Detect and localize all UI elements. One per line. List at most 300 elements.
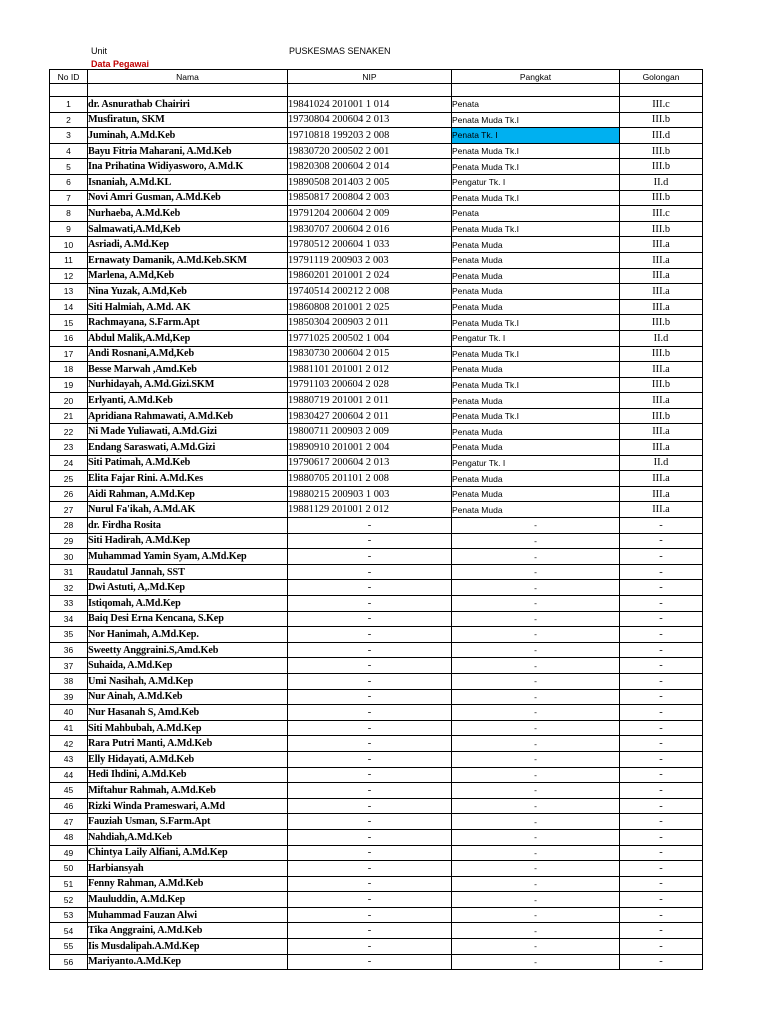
table-row [50, 143, 703, 159]
cell-golongan[interactable]: III.a [620, 393, 703, 409]
cell-golongan[interactable]: II.d [620, 174, 703, 190]
cell-nip[interactable]: - [288, 673, 452, 689]
cell-nip[interactable]: - [288, 939, 452, 955]
cell-id[interactable]: 55 [50, 939, 88, 955]
cell-pangkat[interactable]: Penata Muda Tk.I [452, 159, 620, 175]
cell-pangkat[interactable]: Penata Muda Tk.I [452, 221, 620, 237]
cell-pangkat[interactable]: Penata Muda [452, 486, 620, 502]
cell-nip[interactable]: 19850304 200903 2 011 [288, 315, 452, 331]
cell-pangkat[interactable]: - [452, 627, 620, 643]
cell-nama[interactable]: Erlyanti, A.Md.Keb [88, 393, 288, 409]
cell-id[interactable]: 54 [50, 923, 88, 939]
cell-golongan[interactable]: - [620, 767, 703, 783]
cell-pangkat[interactable]: Penata Muda Tk.I [452, 112, 620, 128]
cell-nip[interactable]: - [288, 954, 452, 970]
cell-golongan[interactable]: - [620, 564, 703, 580]
cell-nama[interactable]: Hedi Ihdini, A.Md.Keb [88, 767, 288, 783]
cell-id[interactable]: 25 [50, 471, 88, 487]
cell-nip[interactable]: 19880705 201101 2 008 [288, 471, 452, 487]
cell-golongan[interactable]: - [620, 611, 703, 627]
cell-golongan[interactable]: III.a [620, 424, 703, 440]
cell-nama[interactable]: Nurhaeba, A.Md.Keb [88, 206, 288, 222]
cell-id[interactable]: 29 [50, 533, 88, 549]
cell-id[interactable]: 20 [50, 393, 88, 409]
cell-nama[interactable]: Nor Hanimah, A.Md.Kep. [88, 627, 288, 643]
column-header-nama[interactable]: Nama [88, 70, 288, 84]
cell-id[interactable]: 23 [50, 440, 88, 456]
cell-pangkat[interactable]: Penata Muda [452, 424, 620, 440]
cell-pangkat[interactable]: - [452, 705, 620, 721]
cell-golongan[interactable]: - [620, 954, 703, 970]
cell-nama[interactable]: Besse Marwah ,Amd.Keb [88, 362, 288, 378]
cell-golongan[interactable]: - [620, 627, 703, 643]
cell-pangkat[interactable]: Penata Muda [452, 502, 620, 518]
cell-id[interactable]: 16 [50, 330, 88, 346]
cell-id[interactable]: 17 [50, 346, 88, 362]
cell-nip[interactable]: 19850817 200804 2 003 [288, 190, 452, 206]
table-row [50, 112, 703, 128]
cell-nip[interactable]: 19830427 200604 2 011 [288, 408, 452, 424]
cell-golongan[interactable]: - [620, 736, 703, 752]
cell-id[interactable]: 44 [50, 767, 88, 783]
cell-id[interactable]: 24 [50, 455, 88, 471]
cell-nip[interactable]: - [288, 907, 452, 923]
cell-nip[interactable]: - [288, 627, 452, 643]
cell-pangkat[interactable]: - [452, 580, 620, 596]
cell-id[interactable]: 50 [50, 861, 88, 877]
cell-nama[interactable]: Nur Ainah, A.Md.Keb [88, 689, 288, 705]
cell-golongan[interactable]: - [620, 549, 703, 565]
cell-pangkat[interactable]: - [452, 596, 620, 612]
cell-nama[interactable]: Baiq Desi Erna Kencana, S.Kep [88, 611, 288, 627]
cell-pangkat[interactable]: Penata Muda [452, 252, 620, 268]
cell-id[interactable]: 34 [50, 611, 88, 627]
table-row [50, 783, 703, 799]
cell-id[interactable]: 6 [50, 174, 88, 190]
cell-pangkat[interactable]: - [452, 642, 620, 658]
cell-pangkat[interactable]: Penata Muda [452, 268, 620, 284]
cell-pangkat[interactable]: Penata Muda [452, 299, 620, 315]
cell-id[interactable]: 52 [50, 892, 88, 908]
cell-golongan[interactable]: II.d [620, 455, 703, 471]
cell-nama[interactable]: Ernawaty Damanik, A.Md.Keb.SKM [88, 252, 288, 268]
cell-nama[interactable]: Musfiratun, SKM [88, 112, 288, 128]
cell-nama[interactable]: Iis Musdalipah.A.Md.Kep [88, 939, 288, 955]
cell-golongan[interactable]: III.d [620, 128, 703, 144]
cell-golongan[interactable]: - [620, 907, 703, 923]
cell-nip[interactable]: - [288, 689, 452, 705]
cell-nama[interactable]: Harbiansyah [88, 861, 288, 877]
cell-pangkat[interactable]: - [452, 923, 620, 939]
cell-nama[interactable]: Muhammad Yamin Syam, A.Md.Kep [88, 549, 288, 565]
cell-golongan[interactable]: III.a [620, 284, 703, 300]
cell-golongan[interactable]: - [620, 814, 703, 830]
cell-id[interactable]: 53 [50, 907, 88, 923]
cell-id[interactable]: 3 [50, 128, 88, 144]
empty-cell[interactable] [50, 84, 88, 97]
cell-nip[interactable]: 19890508 201403 2 005 [288, 174, 452, 190]
cell-id[interactable]: 10 [50, 237, 88, 253]
cell-nama[interactable]: Miftahur Rahmah, A.Md.Keb [88, 783, 288, 799]
cell-nama[interactable]: Chintya Laily Alfiani, A.Md.Kep [88, 845, 288, 861]
cell-id[interactable]: 40 [50, 705, 88, 721]
cell-golongan[interactable]: - [620, 658, 703, 674]
table-row [50, 221, 703, 237]
cell-id[interactable]: 43 [50, 751, 88, 767]
cell-pangkat[interactable]: Penata Muda Tk.I [452, 377, 620, 393]
cell-nip[interactable]: - [288, 892, 452, 908]
cell-pangkat[interactable]: Penata Muda Tk.I [452, 315, 620, 331]
cell-pangkat[interactable]: - [452, 720, 620, 736]
cell-golongan[interactable]: III.b [620, 112, 703, 128]
cell-id[interactable]: 56 [50, 954, 88, 970]
cell-nip[interactable]: 19780512 200604 1 033 [288, 237, 452, 253]
cell-nip[interactable]: - [288, 798, 452, 814]
cell-golongan[interactable]: - [620, 518, 703, 534]
cell-id[interactable]: 30 [50, 549, 88, 565]
cell-golongan[interactable]: III.c [620, 97, 703, 113]
cell-pangkat[interactable]: - [452, 892, 620, 908]
cell-pangkat[interactable]: Penata [452, 97, 620, 113]
empty-cell[interactable] [288, 84, 452, 97]
cell-nip[interactable]: 19730804 200604 2 013 [288, 112, 452, 128]
cell-golongan[interactable]: III.a [620, 362, 703, 378]
cell-nip[interactable]: 19860201 201001 2 024 [288, 268, 452, 284]
cell-id[interactable]: 31 [50, 564, 88, 580]
cell-id[interactable]: 38 [50, 673, 88, 689]
cell-nip[interactable]: 19710818 199203 2 008 [288, 128, 452, 144]
cell-nama[interactable]: Nurhidayah, A.Md.Gizi.SKM [88, 377, 288, 393]
cell-golongan[interactable]: - [620, 923, 703, 939]
cell-golongan[interactable]: III.b [620, 346, 703, 362]
cell-id[interactable]: 51 [50, 876, 88, 892]
cell-golongan[interactable]: - [620, 673, 703, 689]
cell-pangkat[interactable]: - [452, 689, 620, 705]
cell-nip[interactable]: - [288, 658, 452, 674]
cell-id[interactable]: 47 [50, 814, 88, 830]
cell-pangkat[interactable]: - [452, 658, 620, 674]
table-row [50, 424, 703, 440]
cell-nama[interactable]: Dwi Astuti, A,.Md.Kep [88, 580, 288, 596]
cell-id[interactable]: 32 [50, 580, 88, 596]
cell-golongan[interactable]: - [620, 689, 703, 705]
cell-pangkat[interactable]: - [452, 814, 620, 830]
cell-nip[interactable]: 19860808 201001 2 025 [288, 299, 452, 315]
cell-golongan[interactable]: - [620, 783, 703, 799]
cell-nip[interactable]: - [288, 642, 452, 658]
cell-nama[interactable]: Sweetty Anggraini.S,Amd.Keb [88, 642, 288, 658]
cell-golongan[interactable]: III.b [620, 221, 703, 237]
table-row [50, 97, 703, 113]
cell-golongan[interactable]: III.b [620, 143, 703, 159]
cell-nama[interactable]: Rachmayana, S.Farm.Apt [88, 315, 288, 331]
cell-nip[interactable]: - [288, 923, 452, 939]
cell-pangkat[interactable]: - [452, 798, 620, 814]
cell-nip[interactable]: 19830730 200604 2 015 [288, 346, 452, 362]
cell-nip[interactable]: 19791119 200903 2 003 [288, 252, 452, 268]
cell-pangkat[interactable]: Penata Muda Tk.I [452, 143, 620, 159]
cell-nama[interactable]: Nahdiah,A.Md.Keb [88, 829, 288, 845]
cell-id[interactable]: 39 [50, 689, 88, 705]
table-row [50, 829, 703, 845]
table-row [50, 190, 703, 206]
cell-golongan[interactable]: - [620, 876, 703, 892]
cell-pangkat[interactable]: - [452, 907, 620, 923]
cell-nama[interactable]: Ina Prihatina Widiyasworo, A.Md.K [88, 159, 288, 175]
cell-nama[interactable]: Raudatul Jannah, SST [88, 564, 288, 580]
cell-nama[interactable]: Abdul Malik,A.Md,Kep [88, 330, 288, 346]
cell-pangkat[interactable]: Penata Muda [452, 284, 620, 300]
cell-nama[interactable]: Mauluddin, A.Md.Kep [88, 892, 288, 908]
cell-nip[interactable]: 19881129 201001 2 012 [288, 502, 452, 518]
cell-nip[interactable]: 19791204 200604 2 009 [288, 206, 452, 222]
cell-pangkat[interactable]: Penata Muda [452, 471, 620, 487]
cell-pangkat[interactable]: Pengatur Tk. I [452, 330, 620, 346]
cell-pangkat[interactable]: Penata Tk. I [452, 128, 620, 144]
cell-nama[interactable]: Istiqomah, A.Md.Kep [88, 596, 288, 612]
cell-nip[interactable]: 19830707 200604 2 016 [288, 221, 452, 237]
cell-golongan[interactable]: - [620, 845, 703, 861]
cell-nip[interactable]: 19791103 200604 2 028 [288, 377, 452, 393]
cell-pangkat[interactable]: Penata [452, 206, 620, 222]
cell-pangkat[interactable]: - [452, 549, 620, 565]
cell-pangkat[interactable]: - [452, 876, 620, 892]
cell-nama[interactable]: Muhammad Fauzan Alwi [88, 907, 288, 923]
cell-nip[interactable]: - [288, 751, 452, 767]
cell-pangkat[interactable]: - [452, 861, 620, 877]
cell-pangkat[interactable]: - [452, 533, 620, 549]
cell-id[interactable]: 4 [50, 143, 88, 159]
cell-golongan[interactable]: - [620, 533, 703, 549]
cell-nip[interactable]: 19790617 200604 2 013 [288, 455, 452, 471]
cell-golongan[interactable]: III.b [620, 315, 703, 331]
cell-nip[interactable]: - [288, 611, 452, 627]
cell-nip[interactable]: - [288, 549, 452, 565]
cell-id[interactable]: 35 [50, 627, 88, 643]
cell-nip[interactable]: 19890910 201001 2 004 [288, 440, 452, 456]
cell-nip[interactable]: - [288, 814, 452, 830]
cell-nip[interactable]: - [288, 564, 452, 580]
cell-pangkat[interactable]: Pengatur Tk. I [452, 174, 620, 190]
cell-golongan[interactable]: - [620, 939, 703, 955]
cell-golongan[interactable]: - [620, 751, 703, 767]
column-header-golongan[interactable]: Golongan [620, 70, 703, 84]
cell-nama[interactable]: Elita Fajar Rini. A.Md.Kes [88, 471, 288, 487]
cell-nama[interactable]: Nina Yuzak, A.Md,Keb [88, 284, 288, 300]
cell-pangkat[interactable]: - [452, 845, 620, 861]
cell-nip[interactable]: - [288, 861, 452, 877]
cell-id[interactable]: 8 [50, 206, 88, 222]
cell-nama[interactable]: Siti Halmiah, A.Md. AK [88, 299, 288, 315]
cell-id[interactable]: 46 [50, 798, 88, 814]
cell-id[interactable]: 26 [50, 486, 88, 502]
cell-nip[interactable]: - [288, 876, 452, 892]
cell-nama[interactable]: Umi Nasihah, A.Md.Kep [88, 673, 288, 689]
cell-id[interactable]: 15 [50, 315, 88, 331]
table-row [50, 627, 703, 643]
cell-nip[interactable]: 19740514 200212 2 008 [288, 284, 452, 300]
cell-id[interactable]: 37 [50, 658, 88, 674]
cell-id[interactable]: 7 [50, 190, 88, 206]
cell-nama[interactable]: Marlena, A.Md,Keb [88, 268, 288, 284]
cell-id[interactable]: 28 [50, 518, 88, 534]
cell-pangkat[interactable]: - [452, 783, 620, 799]
cell-golongan[interactable]: III.a [620, 440, 703, 456]
cell-nama[interactable]: dr. Asnurathab Chairiri [88, 97, 288, 113]
cell-id[interactable]: 21 [50, 408, 88, 424]
column-header-nip[interactable]: NIP [288, 70, 452, 84]
cell-pangkat[interactable]: - [452, 518, 620, 534]
cell-pangkat[interactable]: Penata Muda [452, 237, 620, 253]
cell-nama[interactable]: Salmawati,A.Md,Keb [88, 221, 288, 237]
cell-nip[interactable]: - [288, 705, 452, 721]
cell-id[interactable]: 9 [50, 221, 88, 237]
cell-id[interactable]: 18 [50, 362, 88, 378]
cell-id[interactable]: 42 [50, 736, 88, 752]
cell-pangkat[interactable]: - [452, 829, 620, 845]
cell-nip[interactable]: 19820308 200604 2 014 [288, 159, 452, 175]
cell-nama[interactable]: Fenny Rahman, A.Md.Keb [88, 876, 288, 892]
cell-nip[interactable]: 19771025 200502 1 004 [288, 330, 452, 346]
cell-id[interactable]: 45 [50, 783, 88, 799]
cell-nip[interactable]: - [288, 596, 452, 612]
cell-nip[interactable]: 19800711 200903 2 009 [288, 424, 452, 440]
cell-golongan[interactable]: - [620, 829, 703, 845]
cell-id[interactable]: 41 [50, 720, 88, 736]
cell-golongan[interactable]: III.a [620, 486, 703, 502]
cell-golongan[interactable]: II.d [620, 330, 703, 346]
cell-pangkat[interactable]: Penata Muda Tk.I [452, 408, 620, 424]
cell-nama[interactable]: Suhaida, A.Md.Kep [88, 658, 288, 674]
cell-id[interactable]: 1 [50, 97, 88, 113]
cell-id[interactable]: 48 [50, 829, 88, 845]
empty-cell[interactable] [88, 84, 288, 97]
cell-pangkat[interactable]: - [452, 751, 620, 767]
cell-golongan[interactable]: III.a [620, 268, 703, 284]
cell-golongan[interactable]: III.b [620, 408, 703, 424]
cell-id[interactable]: 5 [50, 159, 88, 175]
cell-nama[interactable]: Aidi Rahman, A.Md.Kep [88, 486, 288, 502]
cell-id[interactable]: 33 [50, 596, 88, 612]
cell-golongan[interactable]: III.b [620, 377, 703, 393]
cell-id[interactable]: 27 [50, 502, 88, 518]
cell-golongan[interactable]: - [620, 642, 703, 658]
cell-id[interactable]: 2 [50, 112, 88, 128]
cell-nip[interactable]: - [288, 783, 452, 799]
cell-golongan[interactable]: - [620, 861, 703, 877]
cell-golongan[interactable]: - [620, 596, 703, 612]
cell-golongan[interactable]: III.a [620, 299, 703, 315]
cell-nama[interactable]: Isnaniah, A.Md.KL [88, 174, 288, 190]
table-row [50, 502, 703, 518]
cell-nip[interactable]: 19830720 200502 2 001 [288, 143, 452, 159]
cell-nip[interactable]: - [288, 845, 452, 861]
cell-golongan[interactable]: III.a [620, 502, 703, 518]
cell-nip[interactable]: - [288, 533, 452, 549]
cell-nama[interactable]: Rizki Winda Prameswari, A.Md [88, 798, 288, 814]
cell-nip[interactable]: - [288, 736, 452, 752]
cell-nama[interactable]: Apridiana Rahmawati, A.Md.Keb [88, 408, 288, 424]
cell-nama[interactable]: Andi Rosnani,A.Md,Keb [88, 346, 288, 362]
cell-golongan[interactable]: III.b [620, 159, 703, 175]
cell-id[interactable]: 19 [50, 377, 88, 393]
cell-nama[interactable]: Siti Hadirah, A.Md.Kep [88, 533, 288, 549]
cell-golongan[interactable]: III.b [620, 190, 703, 206]
cell-nip[interactable]: 19841024 201001 1 014 [288, 97, 452, 113]
cell-golongan[interactable]: - [620, 798, 703, 814]
cell-nama[interactable]: dr. Firdha Rosita [88, 518, 288, 534]
cell-nip[interactable]: - [288, 767, 452, 783]
cell-id[interactable]: 12 [50, 268, 88, 284]
cell-pangkat[interactable]: Penata Muda Tk.I [452, 190, 620, 206]
cell-nama[interactable]: Mariyanto.A.Md.Kep [88, 954, 288, 970]
cell-nama[interactable]: Asriadi, A.Md.Kep [88, 237, 288, 253]
cell-pangkat[interactable]: - [452, 611, 620, 627]
cell-nip[interactable]: 19881101 201001 2 012 [288, 362, 452, 378]
cell-golongan[interactable]: III.a [620, 237, 703, 253]
cell-pangkat[interactable]: Penata Muda Tk.I [452, 346, 620, 362]
cell-nama[interactable]: Siti Mahbubah, A.Md.Kep [88, 720, 288, 736]
column-header-pangkat[interactable]: Pangkat [452, 70, 620, 84]
empty-cell[interactable] [620, 84, 703, 97]
cell-id[interactable]: 22 [50, 424, 88, 440]
cell-golongan[interactable]: - [620, 580, 703, 596]
cell-pangkat[interactable]: - [452, 564, 620, 580]
cell-pangkat[interactable]: Penata Muda [452, 440, 620, 456]
cell-id[interactable]: 49 [50, 845, 88, 861]
cell-golongan[interactable]: III.a [620, 252, 703, 268]
cell-pangkat[interactable]: - [452, 673, 620, 689]
cell-id[interactable]: 13 [50, 284, 88, 300]
cell-nama[interactable]: Novi Amri Gusman, A.Md.Keb [88, 190, 288, 206]
cell-golongan[interactable]: - [620, 892, 703, 908]
cell-nip[interactable]: - [288, 720, 452, 736]
cell-nama[interactable]: Siti Patimah, A.Md.Keb [88, 455, 288, 471]
cell-nama[interactable]: Tika Anggraini, A.Md.Keb [88, 923, 288, 939]
cell-nama[interactable]: Juminah, A.Md.Keb [88, 128, 288, 144]
cell-golongan[interactable]: - [620, 720, 703, 736]
empty-cell[interactable] [452, 84, 620, 97]
cell-nama[interactable]: Rara Putri Manti, A.Md.Keb [88, 736, 288, 752]
cell-pangkat[interactable]: - [452, 736, 620, 752]
cell-nip[interactable]: - [288, 829, 452, 845]
cell-golongan[interactable]: - [620, 705, 703, 721]
cell-nama[interactable]: Nurul Fa'ikah, A.Md.AK [88, 502, 288, 518]
cell-nama[interactable]: Elly Hidayati, A.Md.Keb [88, 751, 288, 767]
cell-nama[interactable]: Nur Hasanah S, Amd.Keb [88, 705, 288, 721]
cell-pangkat[interactable]: Penata Muda [452, 393, 620, 409]
cell-pangkat[interactable]: - [452, 954, 620, 970]
cell-golongan[interactable]: III.c [620, 206, 703, 222]
cell-nip[interactable]: - [288, 518, 452, 534]
cell-nip[interactable]: 19880719 201001 2 011 [288, 393, 452, 409]
column-header-id[interactable]: No ID [50, 70, 88, 84]
cell-pangkat[interactable]: - [452, 939, 620, 955]
cell-golongan[interactable]: III.a [620, 471, 703, 487]
cell-nama[interactable]: Fauziah Usman, S.Farm.Apt [88, 814, 288, 830]
cell-nip[interactable]: 19880215 200903 1 003 [288, 486, 452, 502]
cell-pangkat[interactable]: Pengatur Tk. I [452, 455, 620, 471]
cell-nama[interactable]: Endang Saraswati, A.Md.Gizi [88, 440, 288, 456]
cell-nip[interactable]: - [288, 580, 452, 596]
cell-nama[interactable]: Bayu Fitria Maharani, A.Md.Keb [88, 143, 288, 159]
cell-id[interactable]: 36 [50, 642, 88, 658]
cell-id[interactable]: 11 [50, 252, 88, 268]
cell-pangkat[interactable]: Penata Muda [452, 362, 620, 378]
cell-id[interactable]: 14 [50, 299, 88, 315]
cell-pangkat[interactable]: - [452, 767, 620, 783]
cell-nama[interactable]: Ni Made Yuliawati, A.Md.Gizi [88, 424, 288, 440]
